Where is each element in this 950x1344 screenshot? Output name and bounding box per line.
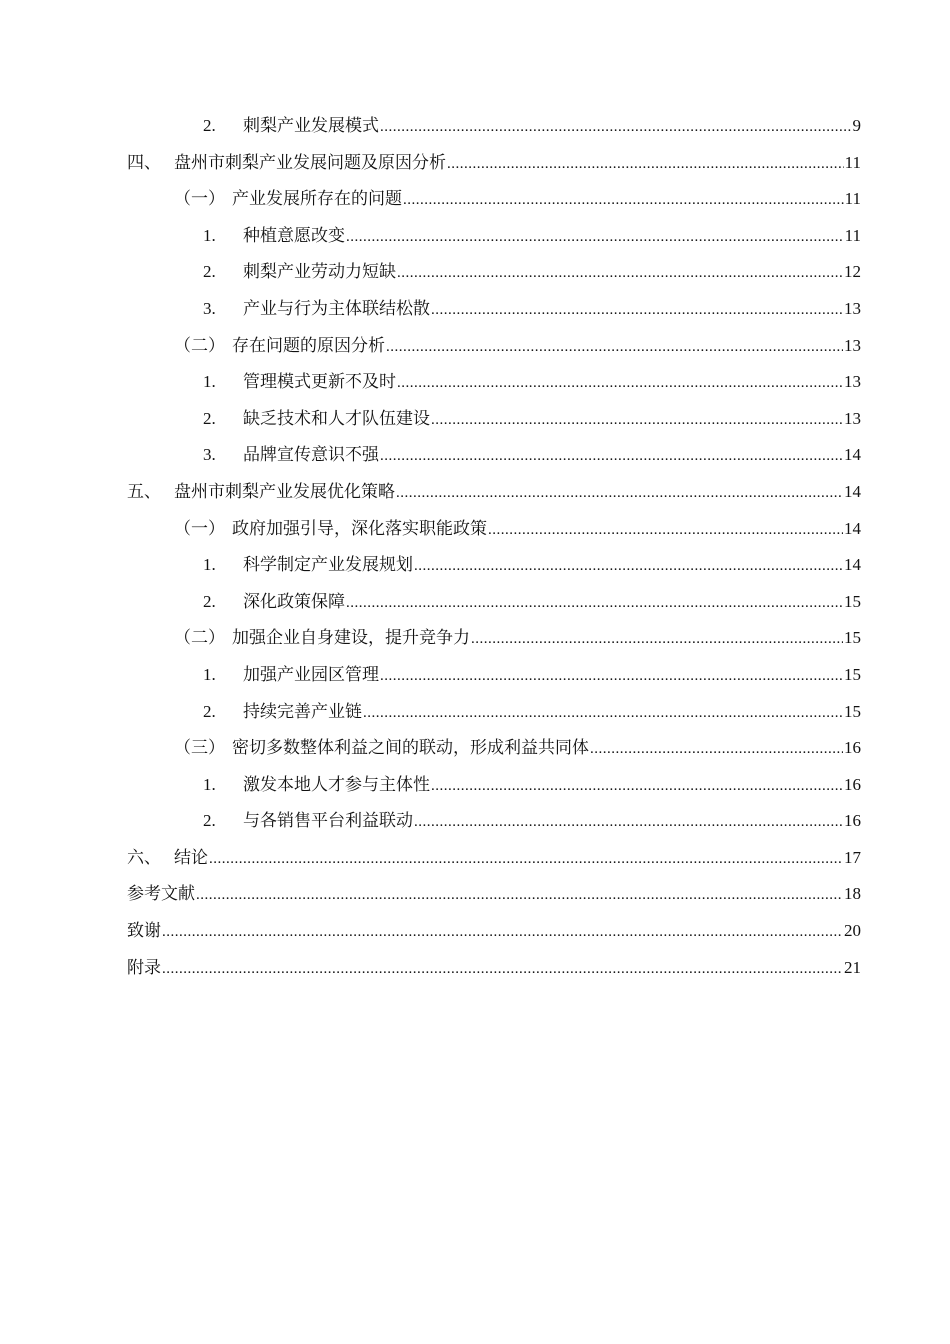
toc-number: （三） <box>174 738 225 759</box>
toc-number: 2. <box>203 591 216 611</box>
toc-title: 致谢 <box>127 921 161 942</box>
toc-title: 缺乏技术和人才队伍建设 <box>243 408 430 429</box>
toc-number: 六、 <box>127 847 161 868</box>
toc-number: 1. <box>203 555 216 575</box>
dot-leader <box>380 658 843 695</box>
dot-leader <box>380 109 852 146</box>
toc-page-number: 13 <box>844 408 861 428</box>
toc-number: 1. <box>203 774 216 794</box>
dot-leader <box>414 804 843 841</box>
toc-entry[interactable] <box>127 584 861 621</box>
dot-leader <box>363 695 843 732</box>
toc-number: 四、 <box>127 152 161 173</box>
dot-leader <box>196 877 843 914</box>
dot-leader <box>346 585 843 622</box>
toc-page-number: 13 <box>844 335 861 355</box>
dot-leader <box>386 329 843 366</box>
toc-page-number: 12 <box>844 262 861 282</box>
toc-title: 激发本地人才参与主体性 <box>243 774 430 795</box>
toc-number: 五、 <box>127 481 161 502</box>
dot-leader <box>162 914 843 951</box>
toc-entry[interactable] <box>127 364 861 401</box>
toc-page-number: 16 <box>844 811 861 831</box>
dot-leader <box>162 951 843 988</box>
dot-leader <box>209 841 843 878</box>
toc-entry[interactable] <box>127 803 861 840</box>
toc-entry[interactable] <box>127 767 861 804</box>
toc-title: 加强产业园区管理 <box>243 664 379 685</box>
toc-title: 加强企业自身建设，提升竞争力 <box>232 628 470 649</box>
toc-entry[interactable] <box>127 108 861 145</box>
dot-leader <box>471 621 843 658</box>
toc-page-number: 11 <box>844 189 861 209</box>
toc-entry[interactable] <box>127 694 861 731</box>
toc-page-number: 15 <box>844 664 861 684</box>
toc-number: 2. <box>203 701 216 721</box>
toc-title: 管理模式更新不及时 <box>243 372 396 393</box>
toc-entry[interactable] <box>127 876 861 913</box>
toc-page-number: 13 <box>844 298 861 318</box>
toc-entry[interactable] <box>127 145 861 182</box>
toc-number: 3. <box>203 298 216 318</box>
toc-page-number: 15 <box>844 591 861 611</box>
toc-page-number: 9 <box>852 116 861 135</box>
dot-leader <box>380 438 843 475</box>
toc-title: 参考文献 <box>127 884 195 905</box>
toc-title: 刺梨产业劳动力短缺 <box>243 262 396 283</box>
toc-number: （一） <box>174 518 225 539</box>
toc-title: 存在问题的原因分析 <box>232 335 385 356</box>
toc-page-number: 14 <box>844 481 861 501</box>
toc-page-number: 14 <box>844 555 861 575</box>
dot-leader <box>397 365 843 402</box>
toc-title: 与各销售平台利益联动 <box>243 811 413 832</box>
toc-title: 科学制定产业发展规划 <box>243 555 413 576</box>
toc-page-number: 16 <box>844 738 861 758</box>
toc-title: 刺梨产业发展模式 <box>243 116 379 136</box>
toc-page-number: 20 <box>844 921 861 941</box>
toc-page-number: 18 <box>844 884 861 904</box>
toc-entry[interactable] <box>127 730 861 767</box>
toc-page-number: 15 <box>844 701 861 721</box>
table-of-contents <box>127 108 861 986</box>
toc-number: 1. <box>203 664 216 684</box>
toc-number: 3. <box>203 445 216 465</box>
toc-title: 持续完善产业链 <box>243 701 362 722</box>
dot-leader <box>447 146 844 183</box>
toc-page-number: 11 <box>844 152 861 172</box>
toc-number: （二） <box>174 335 225 356</box>
toc-entry[interactable] <box>127 328 861 365</box>
toc-entry[interactable] <box>127 840 861 877</box>
toc-title: 附录 <box>127 957 161 978</box>
toc-title: 密切多数整体利益之间的联动，形成利益共同体 <box>232 738 589 759</box>
toc-page-number: 21 <box>844 957 861 977</box>
dot-leader <box>590 731 843 768</box>
toc-entry[interactable] <box>127 913 861 950</box>
toc-title: 政府加强引导，深化落实职能政策 <box>232 518 487 539</box>
toc-page-number: 11 <box>844 225 861 245</box>
toc-number: （一） <box>174 189 225 210</box>
toc-entry[interactable] <box>127 950 861 987</box>
dot-leader <box>488 512 843 549</box>
dot-leader <box>403 182 844 219</box>
toc-entry[interactable] <box>127 474 861 511</box>
toc-number: 2. <box>203 116 216 135</box>
dot-leader <box>431 292 843 329</box>
toc-page-number: 14 <box>844 518 861 538</box>
toc-title: 产业与行为主体联结松散 <box>243 298 430 319</box>
dot-leader <box>346 219 844 256</box>
toc-entry[interactable] <box>127 657 861 694</box>
toc-entry[interactable] <box>127 401 861 438</box>
toc-number: （二） <box>174 628 225 649</box>
toc-entry[interactable] <box>127 547 861 584</box>
dot-leader <box>431 768 843 805</box>
dot-leader <box>396 475 843 512</box>
toc-page-number: 17 <box>844 847 861 867</box>
dot-leader <box>397 255 843 292</box>
toc-page-number: 13 <box>844 372 861 392</box>
toc-title: 品牌宣传意识不强 <box>243 445 379 466</box>
toc-page-number: 16 <box>844 774 861 794</box>
toc-title: 盘州市刺梨产业发展问题及原因分析 <box>174 152 446 173</box>
toc-title: 产业发展所存在的问题 <box>232 189 402 210</box>
toc-number: 2. <box>203 408 216 428</box>
toc-entry[interactable] <box>127 437 861 474</box>
toc-page-number: 14 <box>844 445 861 465</box>
dot-leader <box>431 402 843 439</box>
toc-entry[interactable] <box>127 620 861 657</box>
dot-leader <box>414 548 843 585</box>
toc-entry[interactable] <box>127 181 861 218</box>
toc-entry[interactable] <box>127 291 861 328</box>
toc-number: 1. <box>203 372 216 392</box>
toc-number: 1. <box>203 225 216 245</box>
toc-entry[interactable] <box>127 254 861 291</box>
toc-title: 盘州市刺梨产业发展优化策略 <box>174 481 395 502</box>
toc-entry[interactable] <box>127 218 861 255</box>
toc-title: 结论 <box>174 847 208 868</box>
toc-entry[interactable] <box>127 511 861 548</box>
toc-title: 深化政策保障 <box>243 591 345 612</box>
toc-number: 2. <box>203 262 216 282</box>
toc-number: 2. <box>203 811 216 831</box>
toc-title: 种植意愿改变 <box>243 225 345 246</box>
toc-page-number: 15 <box>844 628 861 648</box>
